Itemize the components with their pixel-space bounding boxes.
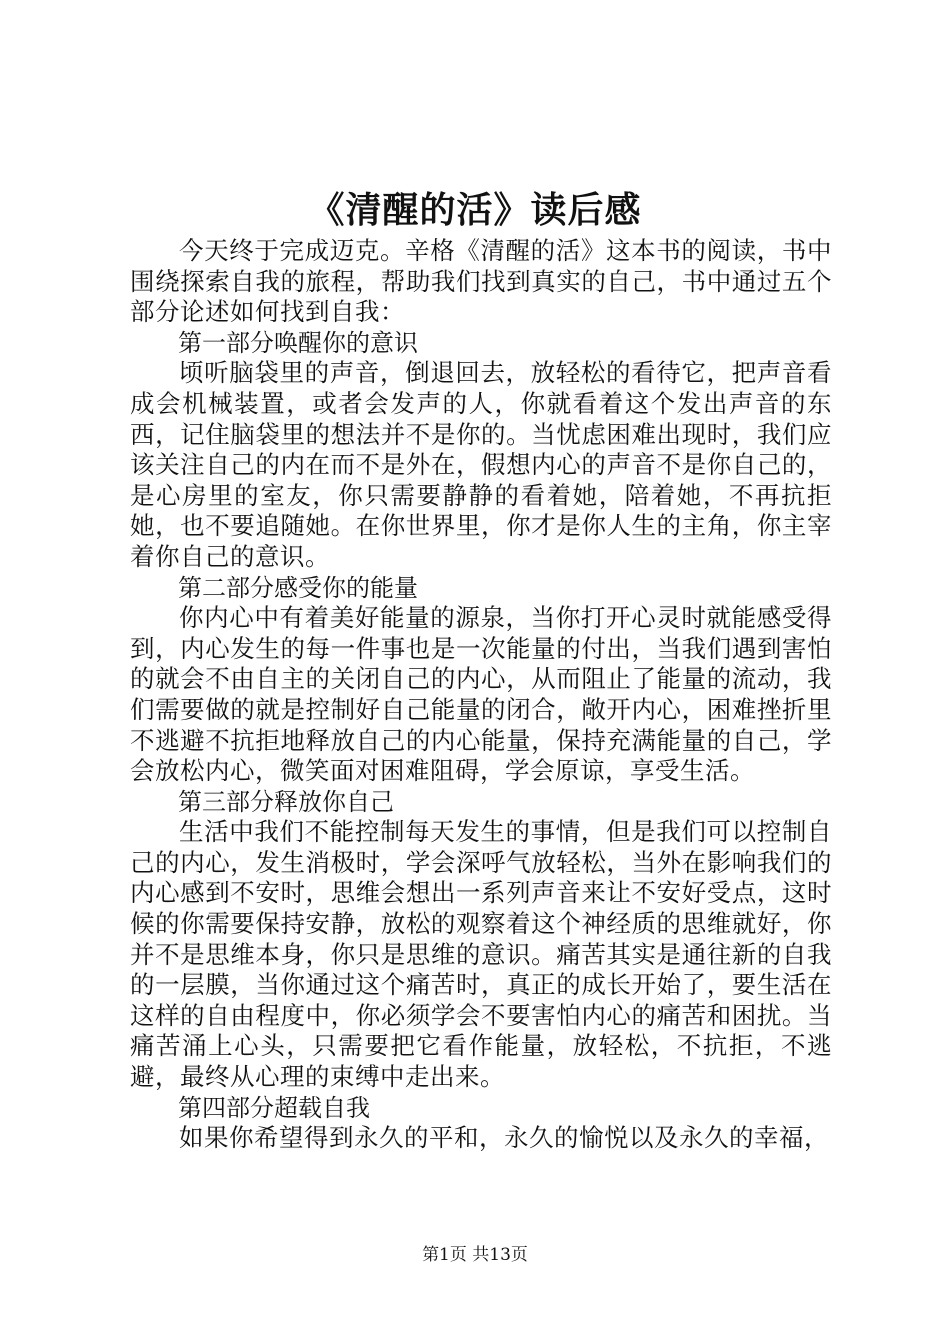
section-paragraph-2: 你内心中有着美好能量的源泉，当你打开心灵时就能感受得到，内心发生的每一件事也是一次能量的付出，当我们遇到害怕的就会不由自主的关闭自己的内心，从而阻止了能量的流动，我们需要做的就是控制好自己能量的闭合，敞开内心，困难挫折里不逃避不抗拒地释放自己的内心能量，保持充满能量的自己，学会放松内心，微笑面对困难阻碍，学会原谅，享受生活。 (130, 603, 832, 786)
section-heading-2: 第二部分感受你的能量 (178, 573, 418, 602)
section-paragraph-1: 顷听脑袋里的声音，倒退回去，放轻松的看待它，把声音看成会机械装置，或者会发声的人，你就看着这个发出声音的东西，记住脑袋里的想法并不是你的。当忧虑困难出现时，我们应该关注自己的内在而不是外在，假想内心的声音不是你自己的，是心房里的室友，你只需要静静的看着她，陪着她，不再抗拒她，也不要追随她。在你世界里，你才是你人生的主角，你主宰着你自己的意识。 (130, 358, 832, 571)
section-heading-3: 第三部分释放你自己 (178, 787, 394, 816)
document-body (130, 236, 832, 1154)
page-title: 《清醒的活》读后感 (308, 189, 642, 231)
intro-paragraph: 今天终于完成迈克。辛格《清醒的活》这本书的阅读，书中围绕探索自我的旅程，帮助我们找到真实的自己，书中通过五个部分论述如何找到自我： (130, 236, 832, 327)
section-heading-4: 第四部分超载自我 (178, 1093, 370, 1122)
section-paragraph-3: 生活中我们不能控制每天发生的事情，但是我们可以控制自己的内心，发生消极时，学会深呼气放轻松，当外在影响我们的内心感到不安时，思维会想出一系列声音来让不安好受点，这时候的你需要保持安静，放松的观察着这个神经质的思维就好，你并不是思维本身，你只是思维的意识。痛苦其实是通往新的自我的一层膜，当你通过这个痛苦时，真正的成长开始了，要生活在这样的自由程度中，你必须学会不要害怕内心的痛苦和困扰。当痛苦涌上心头，只需要把它看作能量，放轻松，不抗拒，不逃避，最终从心理的束缚中走出来。 (130, 817, 832, 1092)
section-heading-1: 第一部分唤醒你的意识 (178, 328, 418, 357)
page-number-footer: 第1页 共13页 (422, 1245, 528, 1265)
section-paragraph-4: 如果你希望得到永久的平和，永久的愉悦以及永久的幸福， (179, 1123, 829, 1153)
